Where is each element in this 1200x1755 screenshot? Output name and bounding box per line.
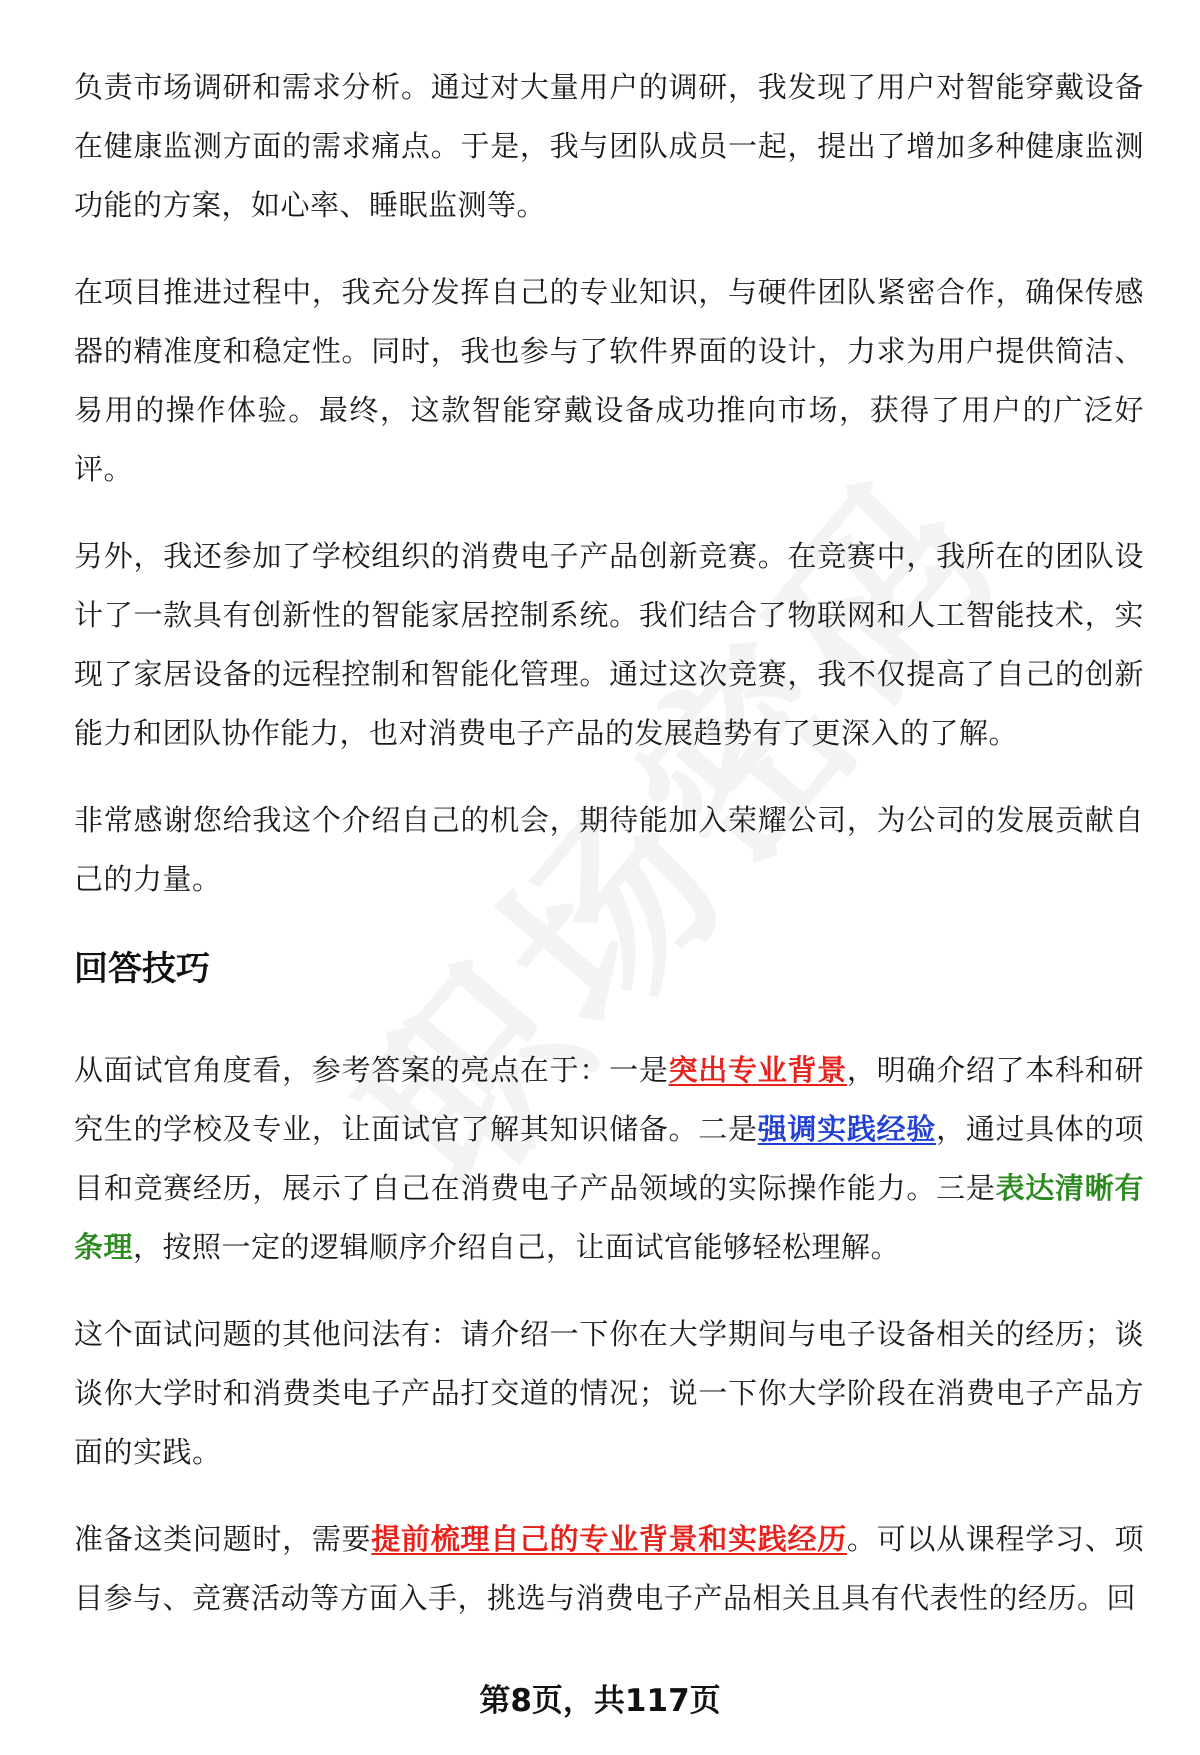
paragraph-market-research: 负责市场调研和需求分析。通过对大量用户的调研，我发现了用户对智能穿戴设备在健康监测方面的需求痛点。于是，我与团队成员一起，提出了增加多种健康监测功能的方案，如心率、睡眠监测等。: [74, 70, 1144, 222]
paragraph-tips: [74, 1041, 1144, 1277]
highlight-sort-background: 提前梳理自己的专业背景和实践经历: [371, 1522, 847, 1556]
paragraph-project-progress: 在项目推进过程中，我充分发挥自己的专业知识，与硬件团队紧密合作，确保传感器的精准度和稳定性。同时，我也参与了软件界面的设计，力求为用户提供简洁、易用的操作体验。最终，这款智能穿戴设备成功推向市场，获得了用户的广泛好评。: [74, 275, 1144, 486]
paragraph-competition: 另外，我还参加了学校组织的消费电子产品创新竞赛。在竞赛中，我所在的团队设计了一款具有创新性的智能家居控制系统。我们结合了物联网和人工智能技术，实现了家居设备的远程控制和智能化管理。通过这次竞赛，我不仅提高了自己的创新能力和团队协作能力，也对消费电子产品的发展趋势有了更深入的了解。: [74, 539, 1144, 750]
tips-text-1: 从面试官角度看，参考答案的亮点在于：一是: [74, 1053, 669, 1087]
tips-text-3: ，通过具体的项目和竞赛经历，展示了自己在消费电子产品领域的实际操作能力。三是: [74, 1112, 1144, 1205]
prep-text-2: 。可以从课程学习、项目参与、竞赛活动等方面入手，挑选与消费电子产品相关且具有代表性的经历。回: [74, 1522, 1144, 1615]
highlight-clear-expression: 表达清晰有条理: [74, 1171, 1144, 1264]
paragraph-preparation: [74, 1510, 1144, 1628]
section-title: 回答技巧: [74, 949, 210, 989]
tips-text-2: ，明确介绍了本科和研究生的学校及专业，让面试官了解其知识储备。二是: [74, 1053, 1144, 1146]
tips-text-4: ，按照一定的逻辑顺序介绍自己，让面试官能够轻松理解。: [133, 1230, 901, 1264]
paragraph-closing: 非常感谢您给我这个介绍自己的机会，期待能加入荣耀公司，为公司的发展贡献自己的力量。: [74, 803, 1144, 896]
paragraph-other-questions: 这个面试问题的其他问法有：请介绍一下你在大学期间与电子设备相关的经历；谈谈你大学时和消费类电子产品打交道的情况；说一下你大学阶段在消费电子产品方面的实践。: [74, 1317, 1144, 1469]
highlight-professional-background: 突出专业背景: [668, 1053, 847, 1087]
document-page: [74, 58, 1144, 1656]
prep-text-1: 准备这类问题时，需要: [74, 1522, 372, 1556]
highlight-practical-experience: 强调实践经验: [757, 1112, 937, 1146]
page-number-footer: 第8页，共117页: [479, 1683, 721, 1719]
